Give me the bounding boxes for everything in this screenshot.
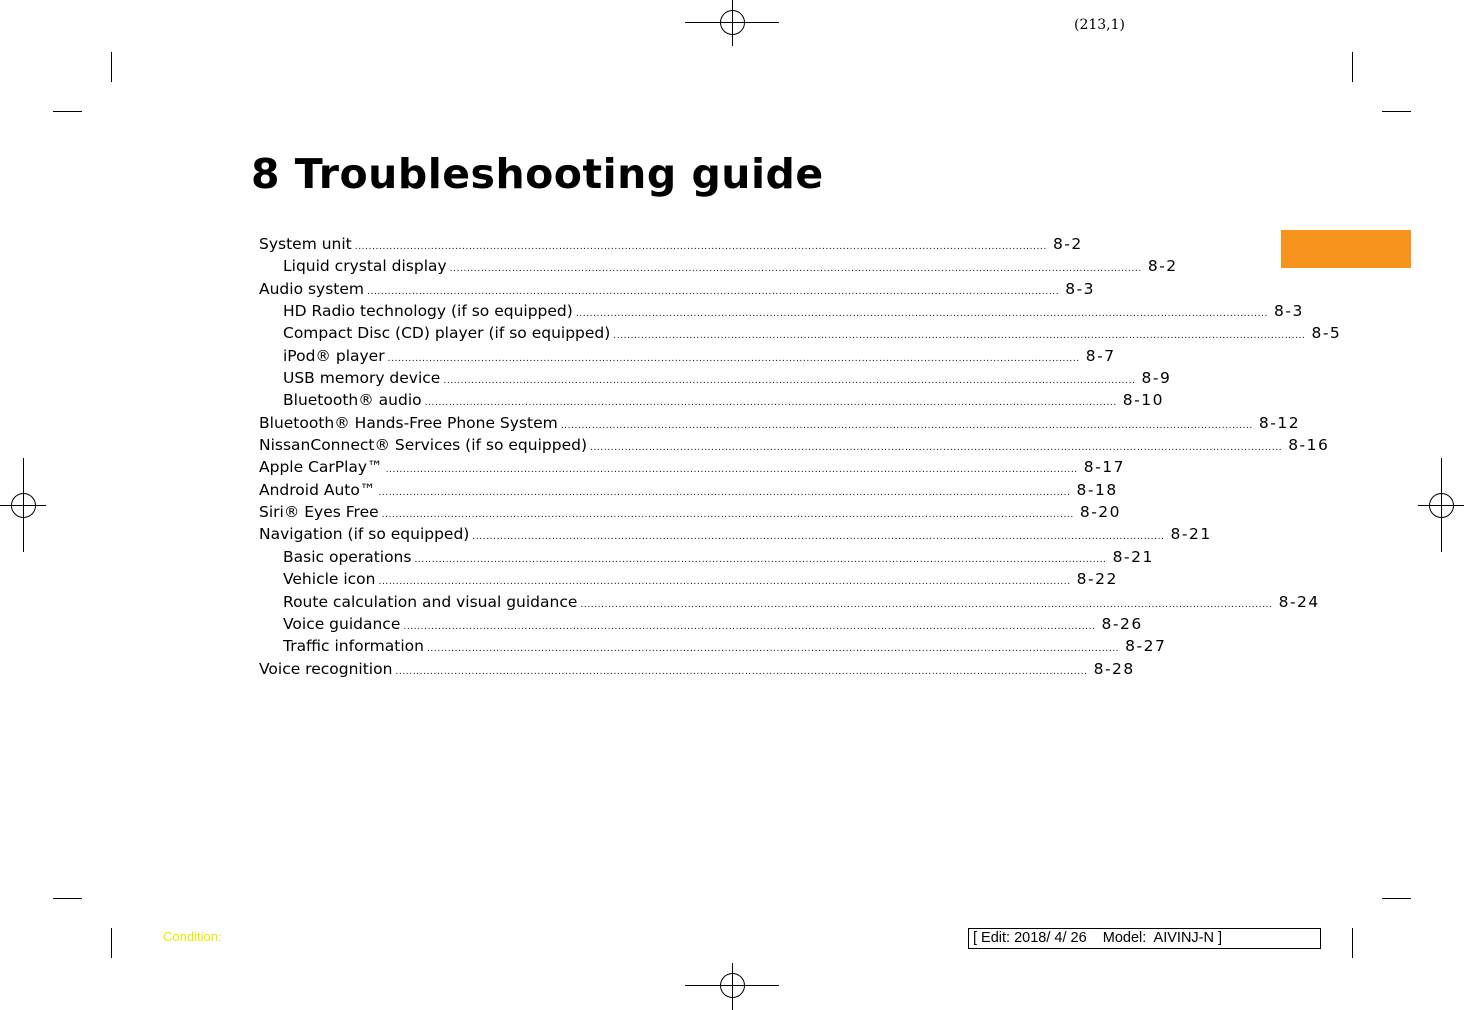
toc-leader-dots: ........................................................................................................................................................................................................ bbox=[414, 554, 1107, 565]
toc-entry-page: 8-24 bbox=[1278, 592, 1320, 611]
toc-leader-dots: ........................................................................................................................................................................................................ bbox=[424, 398, 1117, 409]
toc-entry[interactable] bbox=[259, 346, 1116, 369]
chapter-tab-marker bbox=[1281, 230, 1411, 268]
toc-entry[interactable] bbox=[259, 257, 1178, 279]
toc-entry-label: Voice guidance bbox=[283, 614, 401, 633]
toc-leader-dots: ........................................................................................................................................................................................................ bbox=[575, 309, 1268, 320]
edit-info-box: [ Edit: 2018/ 4/ 26 Model: AIVINJ-N ] bbox=[968, 928, 1321, 949]
toc-entry-page: 8-5 bbox=[1311, 324, 1342, 343]
toc-leader-dots: ........................................................................................................................................................................................................ bbox=[381, 510, 1074, 521]
toc-entry-label: Siri® Eyes Free bbox=[259, 503, 379, 522]
toc-entry[interactable] bbox=[259, 637, 1167, 659]
toc-leader-dots: ........................................................................................................................................................................................................ bbox=[426, 644, 1120, 655]
toc-entry-page: 8-2 bbox=[1052, 235, 1083, 253]
toc-leader-dots: ........................................................................................................................................................................................................ bbox=[378, 577, 1071, 588]
toc-entry-label: NissanConnect® Services (if so equipped) bbox=[259, 436, 588, 455]
toc-leader-dots: ........................................................................................................................................................................................................ bbox=[378, 487, 1071, 498]
toc-entry-page: 8-10 bbox=[1122, 391, 1164, 410]
toc-entry-page: 8-16 bbox=[1288, 436, 1330, 455]
toc-entry[interactable] bbox=[259, 480, 1118, 503]
toc-entry[interactable] bbox=[259, 503, 1122, 525]
toc-entry[interactable] bbox=[259, 302, 1304, 324]
toc-entry[interactable] bbox=[259, 369, 1172, 391]
toc-entry[interactable] bbox=[259, 458, 1125, 480]
toc-entry-label: Bluetooth® Hands-Free Phone System bbox=[259, 413, 558, 432]
toc-entry-page: 8-22 bbox=[1076, 570, 1118, 589]
toc-entry-label: Bluetooth® audio bbox=[283, 391, 422, 410]
toc-entry[interactable] bbox=[259, 592, 1320, 615]
toc-entry[interactable] bbox=[259, 279, 1096, 302]
toc-entry-page: 8-20 bbox=[1079, 503, 1122, 522]
toc-entry-label: System unit bbox=[259, 235, 352, 253]
toc-entry-label: Liquid crystal display bbox=[283, 257, 447, 276]
toc-entry-page: 8-3 bbox=[1065, 279, 1096, 298]
toc-entry-page: 8-26 bbox=[1101, 614, 1143, 633]
toc-entry-label: Basic operations bbox=[283, 547, 412, 566]
toc-entry-label: USB memory device bbox=[283, 369, 441, 388]
toc-entry-page: 8-17 bbox=[1083, 458, 1125, 477]
toc-entry[interactable] bbox=[259, 413, 1301, 436]
toc-entry[interactable] bbox=[259, 436, 1330, 458]
toc-leader-dots: ........................................................................................................................................................................................................ bbox=[560, 420, 1253, 431]
toc-entry[interactable] bbox=[259, 235, 1083, 257]
toc-entry-page: 8-21 bbox=[1170, 525, 1212, 544]
toc-entry[interactable] bbox=[259, 659, 1135, 682]
toc-entry[interactable] bbox=[259, 324, 1342, 346]
toc-entry-label: Compact Disc (CD) player (if so equipped) bbox=[283, 324, 611, 343]
toc-leader-dots: ........................................................................................................................................................................................................ bbox=[449, 264, 1142, 275]
toc-entry[interactable] bbox=[259, 391, 1164, 413]
table-of-contents bbox=[259, 235, 1342, 682]
toc-leader-dots: ........................................................................................................................................................................................................ bbox=[354, 242, 1047, 252]
toc-entry-page: 8-7 bbox=[1085, 346, 1116, 365]
toc-entry-page: 8-2 bbox=[1147, 257, 1178, 276]
toc-leader-dots: ........................................................................................................................................................................................................ bbox=[385, 465, 1078, 476]
condition-label: Condition: bbox=[163, 929, 222, 944]
toc-entry-page: 8-9 bbox=[1141, 369, 1172, 388]
toc-leader-dots: ........................................................................................................................................................................................................ bbox=[403, 621, 1096, 632]
toc-leader-dots: ........................................................................................................................................................................................................ bbox=[443, 376, 1136, 387]
toc-entry-label: Traffic information bbox=[283, 637, 424, 656]
toc-entry-label: Voice recognition bbox=[259, 659, 393, 678]
toc-entry-page: 8-18 bbox=[1076, 480, 1118, 499]
toc-entry-label: Apple CarPlay™ bbox=[259, 458, 383, 477]
page-code: (213,1) bbox=[1074, 17, 1126, 33]
toc-leader-dots: ........................................................................................................................................................................................................ bbox=[367, 286, 1060, 297]
toc-entry-label: Audio system bbox=[259, 279, 365, 298]
toc-entry-page: 8-21 bbox=[1112, 547, 1154, 566]
toc-leader-dots: ........................................................................................................................................................................................................ bbox=[387, 353, 1080, 364]
toc-leader-dots: ........................................................................................................................................................................................................ bbox=[580, 599, 1273, 610]
toc-entry[interactable] bbox=[259, 570, 1118, 592]
toc-entry[interactable] bbox=[259, 614, 1143, 637]
toc-entry-label: iPod® player bbox=[283, 346, 385, 365]
chapter-title: 8 Troubleshooting guide bbox=[251, 150, 824, 198]
toc-entry[interactable] bbox=[259, 525, 1212, 547]
toc-entry-page: 8-27 bbox=[1125, 637, 1167, 656]
toc-entry-page: 8-12 bbox=[1258, 413, 1301, 432]
toc-entry-label: Android Auto™ bbox=[259, 480, 376, 499]
toc-leader-dots: ........................................................................................................................................................................................................ bbox=[472, 532, 1165, 543]
toc-entry-page: 8-3 bbox=[1274, 302, 1304, 321]
toc-leader-dots: ........................................................................................................................................................................................................ bbox=[590, 443, 1283, 454]
toc-leader-dots: ........................................................................................................................................................................................................ bbox=[395, 666, 1088, 677]
toc-entry-page: 8-28 bbox=[1093, 659, 1135, 678]
toc-entry-label: Vehicle icon bbox=[283, 570, 376, 589]
toc-entry-label: Navigation (if so equipped) bbox=[259, 525, 470, 544]
toc-entry-label: Route calculation and visual guidance bbox=[283, 592, 578, 611]
toc-leader-dots: ........................................................................................................................................................................................................ bbox=[613, 331, 1306, 342]
toc-entry[interactable] bbox=[259, 547, 1154, 570]
toc-entry-label: HD Radio technology (if so equipped) bbox=[283, 302, 573, 321]
